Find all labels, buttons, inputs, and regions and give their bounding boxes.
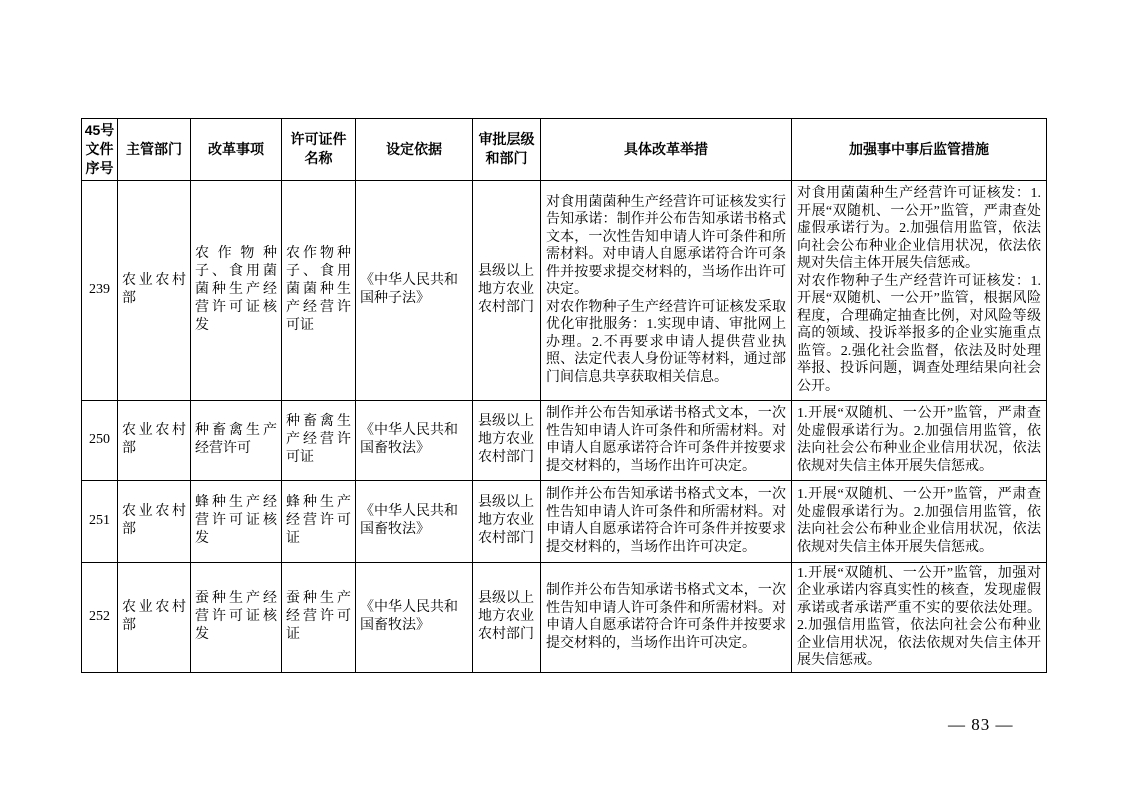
measure-paragraph: 制作并公布告知承诺书格式文本，一次性告知申请人许可条件和所需材料。对申请人自愿承诺符合许可条件并按要求提交材料的，当场作出许可决定。 — [546, 406, 786, 474]
table-header-row — [82, 119, 1047, 181]
cell-basis: 《中华人民共和国畜牧法》 — [356, 480, 473, 562]
supervision-paragraph: 1.开展“双随机、一公开”监管，加强对企业承诺内容真实性的核查，发现虚假承诺或者承诺严重不实的要依法处理。2.加强信用监管，依法向社会公布种业企业信用状况，依法依规对失信主体开展失信惩戒。 — [797, 565, 1041, 669]
header-cell-basis: 设定依据 — [356, 119, 473, 181]
header-cell-supervision: 加强事中事后监管措施 — [792, 119, 1047, 181]
header-cell-cert: 许可证件名称 — [282, 119, 356, 181]
header-cell-measures: 具体改革举措 — [541, 119, 792, 181]
header-cell-dept: 主管部门 — [118, 119, 191, 181]
cell-cert: 蜂种生产经营许可证 — [282, 480, 356, 562]
cell-cert: 农作物种子、食用菌菌种生产经营许可证 — [282, 180, 356, 400]
cell-level: 县级以上地方农业农村部门 — [473, 180, 541, 400]
cell-dept: 农业农村部 — [118, 180, 191, 400]
header-cell-serial: 45号文件序号 — [82, 119, 118, 181]
measure-paragraph: 制作并公布告知承诺书格式文本，一次性告知申请人许可条件和所需材料。对申请人自愿承诺符合许可条件并按要求提交材料的，当场作出许可决定。 — [546, 487, 786, 555]
supervision-paragraph: 1.开展“双随机、一公开”监管，严肃查处虚假承诺行为。2.加强信用监管，依法向社会公布种业企业信用状况，依法依规对失信主体开展失信惩戒。 — [797, 487, 1041, 555]
cell-supervision — [792, 480, 1047, 562]
table-row — [82, 562, 1047, 672]
cell-basis: 《中华人民共和国畜牧法》 — [356, 400, 473, 480]
cell-basis: 《中华人民共和国种子法》 — [356, 180, 473, 400]
header-cell-item: 改革事项 — [191, 119, 282, 181]
cell-dept: 农业农村部 — [118, 400, 191, 480]
measure-paragraph: 制作并公布告知承诺书格式文本，一次性告知申请人许可条件和所需材料。对申请人自愿承诺符合许可条件并按要求提交材料的，当场作出许可决定。 — [546, 583, 786, 651]
cell-basis: 《中华人民共和国畜牧法》 — [356, 562, 473, 672]
page-number: — 83 — — [948, 715, 1014, 734]
cell-item: 种畜禽生产经营许可 — [191, 400, 282, 480]
cell-level: 县级以上地方农业农村部门 — [473, 400, 541, 480]
cell-supervision — [792, 562, 1047, 672]
cell-supervision — [792, 180, 1047, 400]
cell-supervision — [792, 400, 1047, 480]
cell-cert: 种畜禽生产经营许可证 — [282, 400, 356, 480]
cell-serial: 252 — [82, 562, 118, 672]
cell-measures — [541, 400, 792, 480]
measure-paragraph: 对食用菌菌种生产经营许可证核发实行告知承诺：制作并公布告知承诺书格式文本，一次性告知申请人许可条件和所需材料。对申请人自愿承诺符合许可条件并按要求提交材料的，当场作出许可决定。 — [546, 194, 786, 298]
cell-dept: 农业农村部 — [118, 562, 191, 672]
cell-item: 蜂种生产经营许可证核发 — [191, 480, 282, 562]
cell-level: 县级以上地方农业农村部门 — [473, 480, 541, 562]
supervision-paragraph: 1.开展“双随机、一公开”监管，严肃查处虚假承诺行为。2.加强信用监管，依法向社会公布种业企业信用状况，依法依规对失信主体开展失信惩戒。 — [797, 406, 1041, 474]
cell-measures — [541, 480, 792, 562]
cell-serial: 239 — [82, 180, 118, 400]
supervision-paragraph: 对食用菌菌种生产经营许可证核发：1.开展“双随机、一公开”监管，严肃查处虚假承诺行为。2.加强信用监管，依法向社会公布种业企业信用状况，依法依规对失信主体开展失信惩戒。 — [797, 186, 1041, 272]
cell-measures — [541, 180, 792, 400]
cell-serial: 250 — [82, 400, 118, 480]
cell-dept: 农业农村部 — [118, 480, 191, 562]
measure-paragraph: 对农作物种子生产经营许可证核发采取优化审批服务：1.实现申请、审批网上办理。2.不再要求申请人提供营业执照、法定代表人身份证等材料，通过部门间信息共享获取相关信息。 — [546, 299, 786, 385]
supervision-paragraph: 对农作物种子生产经营许可证核发：1.开展“双随机、一公开”监管，根据风险程度，合理确定抽查比例，对风险等级高的领域、投诉举报多的企业实施重点监管。2.强化社会监督，依法及时处理举报、投诉问题，调查处理结果向社会公开。 — [797, 273, 1041, 394]
cell-level: 县级以上地方农业农村部门 — [473, 562, 541, 672]
header-cell-level: 审批层级和部门 — [473, 119, 541, 181]
cell-serial: 251 — [82, 480, 118, 562]
cell-cert: 蚕种生产经营许可证 — [282, 562, 356, 672]
table-row — [82, 400, 1047, 480]
table-row — [82, 480, 1047, 562]
cell-item: 农作物种子、食用菌菌种生产经营许可证核发 — [191, 180, 282, 400]
cell-measures — [541, 562, 792, 672]
document-table — [81, 118, 1047, 673]
table-row — [82, 180, 1047, 400]
cell-item: 蚕种生产经营许可证核发 — [191, 562, 282, 672]
